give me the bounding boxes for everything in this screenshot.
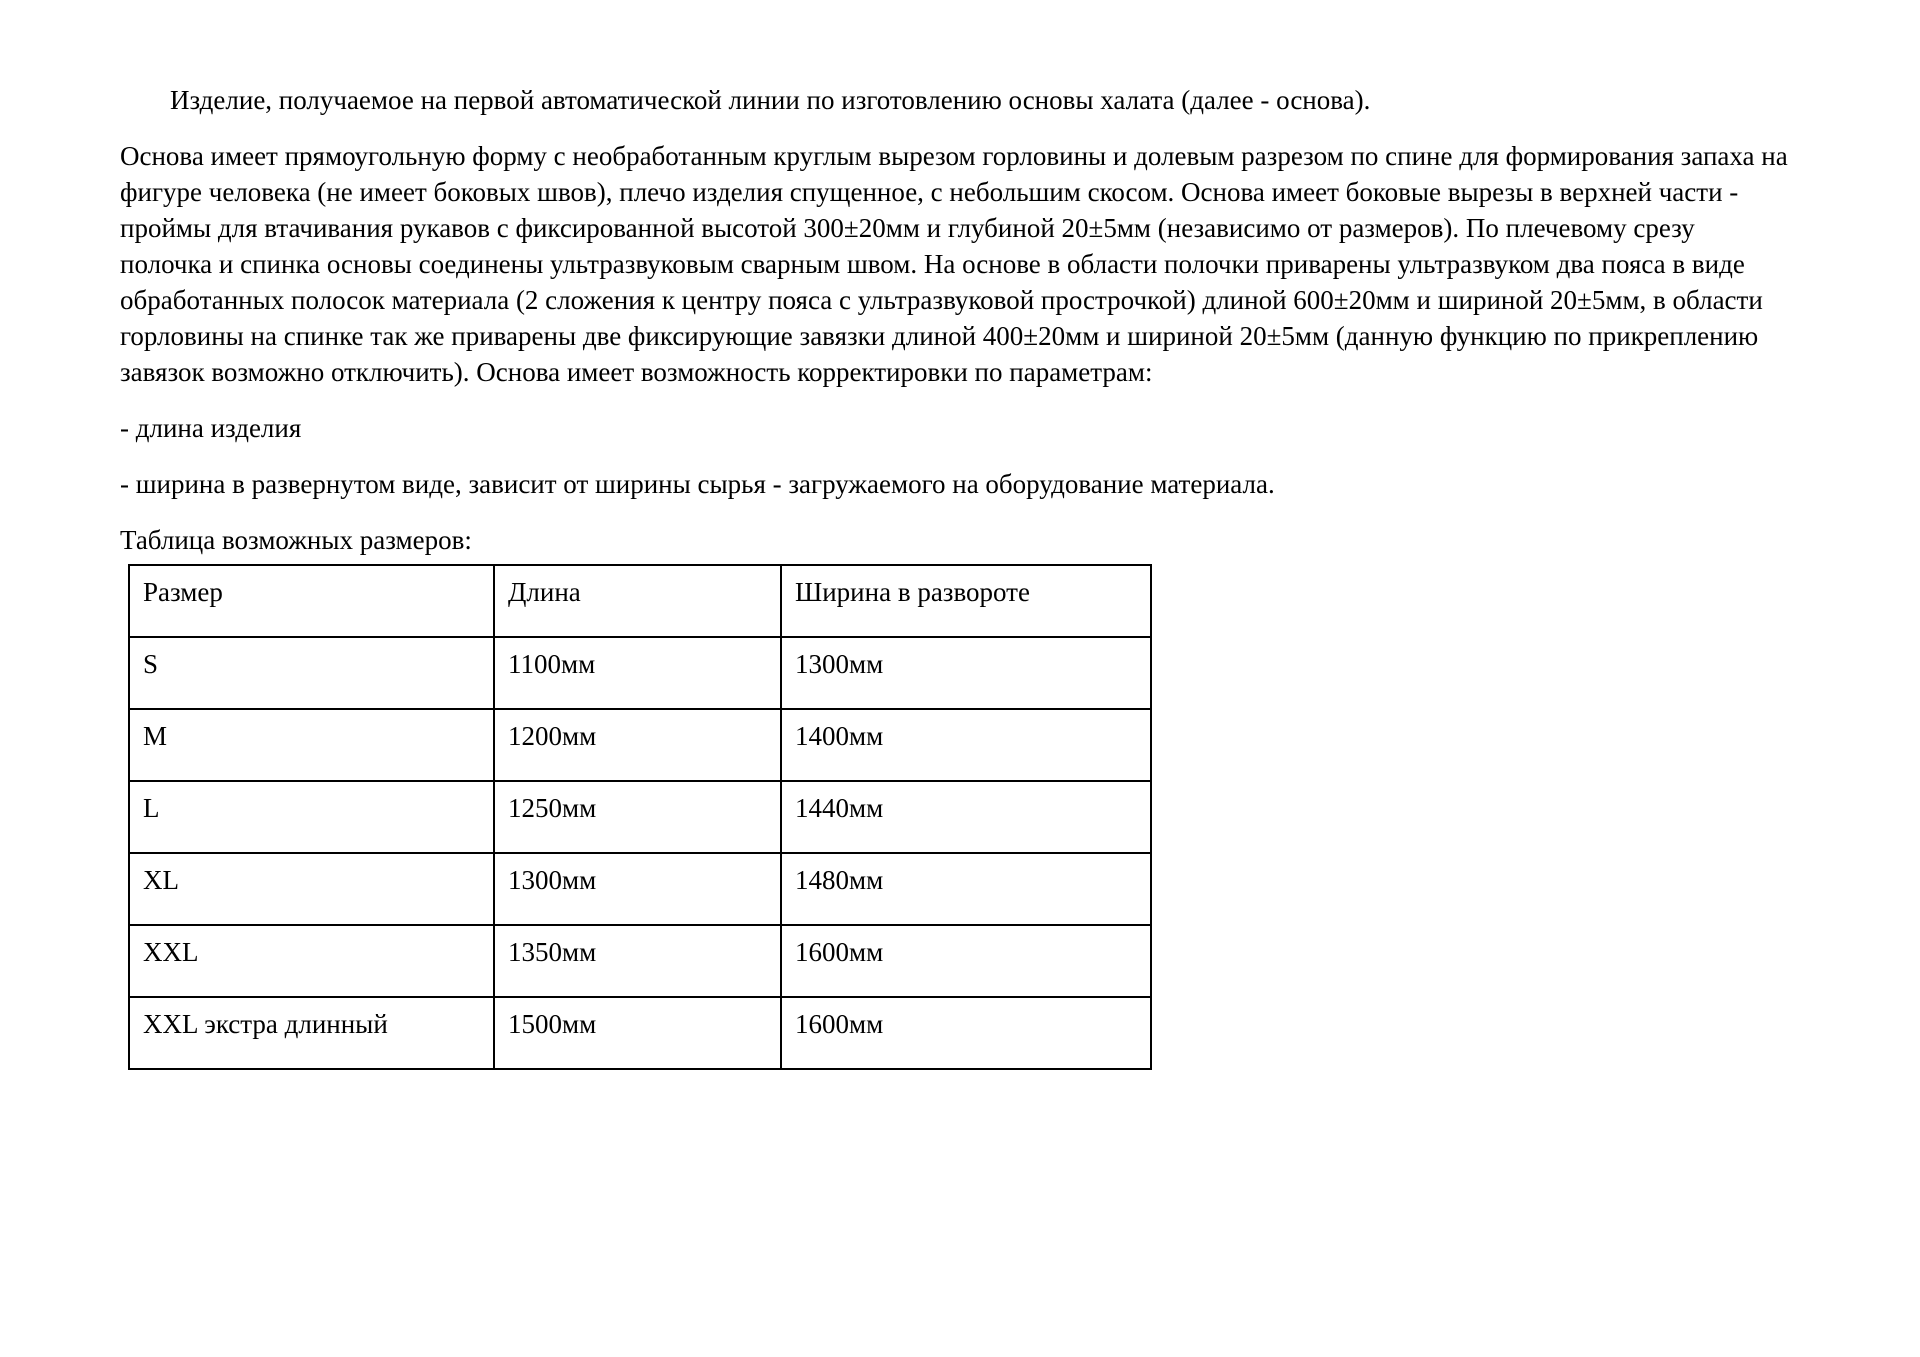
column-header-length: Длина (494, 565, 781, 637)
cell-size: XL (129, 853, 494, 925)
parameter-item-length: - длина изделия (120, 413, 302, 443)
table-row-s (129, 637, 1151, 709)
table-row-xxl (129, 925, 1151, 997)
cell-length: 1350мм (494, 925, 781, 997)
cell-length: 1200мм (494, 709, 781, 781)
cell-width: 1440мм (781, 781, 1151, 853)
cell-size: M (129, 709, 494, 781)
table-row-m (129, 709, 1151, 781)
cell-length: 1300мм (494, 853, 781, 925)
cell-length: 1500мм (494, 997, 781, 1069)
cell-width: 1600мм (781, 925, 1151, 997)
intro-paragraph: Изделие, получаемое на первой автоматической линии по изготовлению основы халата (далее - основа). (170, 85, 1371, 115)
table-row-xxl-extra-long (129, 997, 1151, 1069)
cell-size: XXL экстра длинный (129, 997, 494, 1069)
table-caption: Таблица возможных размеров: (120, 525, 472, 555)
column-header-size: Размер (129, 565, 494, 637)
cell-size: L (129, 781, 494, 853)
column-header-width: Ширина в развороте (781, 565, 1151, 637)
cell-width: 1300мм (781, 637, 1151, 709)
table-row-xl (129, 853, 1151, 925)
cell-width: 1600мм (781, 997, 1151, 1069)
cell-length: 1250мм (494, 781, 781, 853)
description-paragraph: Основа имеет прямоугольную форму с необработанным круглым вырезом горловины и долевым разрезом по спине для формирования запаха на фигуре человека (не имеет боковых швов), плечо изделия спущенное, с небольшим скосом. Основа имеет боковые вырезы в верхней части - проймы для втачивания рукавов с фиксированной высотой 300±20мм и глубиной 20±5мм (независимо от размеров). По плечевому срезу полочка и спинка основы соединены ультразвуковым сварным швом. На основе в области полочки приварены ультразвуком два пояса в виде обработанных полосок материала (2 сложения к центру пояса с ультразвуковой прострочкой) длиной 600±20мм и шириной 20±5мм, в области горловины на спинке так же приварены две фиксирующие завязки длиной 400±20мм и шириной 20±5мм (данную функцию по прикреплению завязок возможно отключить). Основа имеет возможность корректировки по параметрам: (120, 141, 1788, 387)
cell-size: XXL (129, 925, 494, 997)
cell-width: 1480мм (781, 853, 1151, 925)
table-row-l (129, 781, 1151, 853)
parameter-item-width: - ширина в развернутом виде, зависит от ширины сырья - загружаемого на оборудование материала. (120, 469, 1275, 499)
cell-width: 1400мм (781, 709, 1151, 781)
cell-length: 1100мм (494, 637, 781, 709)
cell-size: S (129, 637, 494, 709)
sizes-table (128, 564, 1152, 1070)
table-header-row (129, 565, 1151, 637)
